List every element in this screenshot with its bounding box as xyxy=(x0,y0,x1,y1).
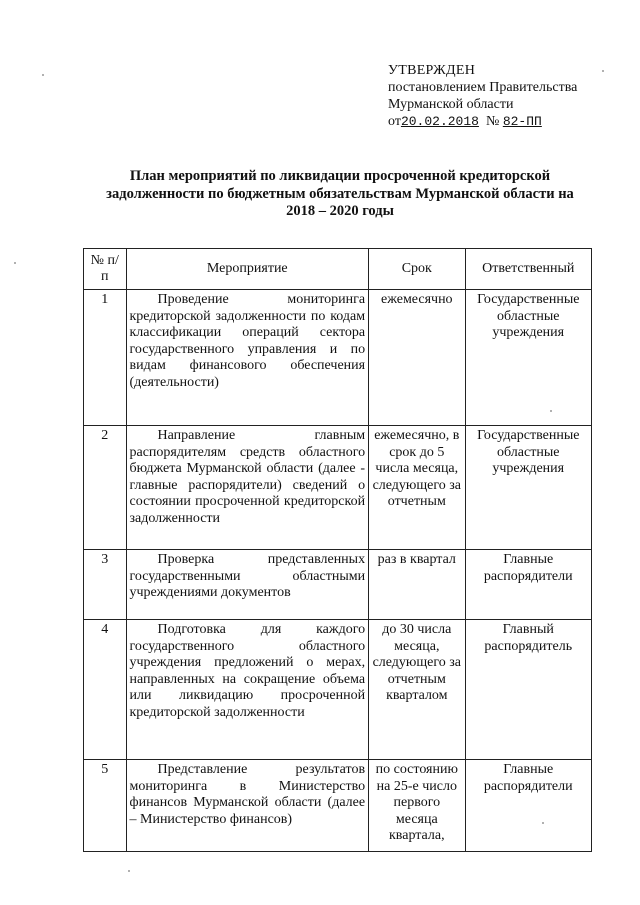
header-term: Срок xyxy=(369,249,465,290)
table-header-row xyxy=(84,249,592,290)
row-action xyxy=(126,290,369,426)
row-term: раз в квартал xyxy=(369,550,465,620)
plan-table xyxy=(83,248,592,852)
row-num: 1 xyxy=(84,290,127,426)
scan-speck xyxy=(42,74,44,76)
row-action xyxy=(126,550,369,620)
row-term: ежемесячно xyxy=(369,290,465,426)
row-action xyxy=(126,426,369,550)
scan-speck xyxy=(550,410,552,412)
row-num: 2 xyxy=(84,426,127,550)
row-num: 4 xyxy=(84,620,127,760)
row-term: ежемесячно, в срок до 5 числа месяца, следующего за отчетным xyxy=(369,426,465,550)
row-action xyxy=(126,760,369,852)
title-line-3: 2018 – 2020 годы xyxy=(286,203,394,219)
row-action-text: Проведение мониторинга кредиторской задолженности по кодам классификации операций сектора государственного управления и по видам финансового обеспечения (деятельности) xyxy=(129,292,366,390)
row-responsible: Главные распорядители xyxy=(465,550,592,620)
table-row xyxy=(84,550,592,620)
row-term: по состоянию на 25-е число первого месяца квартала, xyxy=(369,760,465,852)
row-num: 3 xyxy=(84,550,127,620)
title-line-2: задолженности по бюджетным обязательствам Мурманской области на xyxy=(106,185,574,202)
row-term: до 30 числа месяца, следующего за отчетным кварталом xyxy=(369,620,465,760)
approval-number: 82-ПП xyxy=(502,114,542,129)
approval-line-2: Мурманской области xyxy=(388,97,514,112)
approval-stamp xyxy=(388,62,577,130)
table-row xyxy=(84,290,592,426)
table-row xyxy=(84,760,592,852)
scan-speck xyxy=(128,870,130,872)
approval-date: 20.02.2018 xyxy=(400,114,479,129)
row-action xyxy=(126,620,369,760)
header-num: № п/п xyxy=(84,249,127,290)
row-responsible: Государственные областные учреждения xyxy=(465,290,592,426)
row-responsible: Главный распорядитель xyxy=(465,620,592,760)
approval-heading: УТВЕРЖДЕН xyxy=(388,63,476,78)
row-responsible: Главные распорядители xyxy=(465,760,592,852)
row-responsible: Государственные областные учреждения xyxy=(465,426,592,550)
approval-date-line xyxy=(388,113,577,130)
row-num: 5 xyxy=(84,760,127,852)
row-action-text: Представление результатов мониторинга в Министерство финансов Мурманской области (далее – Министерство финансов) xyxy=(129,762,366,827)
document-title xyxy=(80,168,600,221)
scan-speck xyxy=(542,822,544,824)
header-responsible: Ответственный xyxy=(465,249,592,290)
approval-line-1: постановлением Правительства xyxy=(388,80,578,95)
scan-speck xyxy=(602,70,604,72)
table-row xyxy=(84,620,592,760)
scan-speck xyxy=(14,262,16,264)
row-action-text: Подготовка для каждого государственного областного учреждения предложений о мерах, направленных на сокращение объема или ликвидацию просроченной кредиторской задолженности xyxy=(129,622,366,720)
approval-number-sign: № xyxy=(485,114,500,129)
row-action-text: Направление главным распорядителям средств областного бюджета Мурманской области (далее - главные распорядители) сведений о состоянии просроченной кредиторской задолженности xyxy=(129,428,366,526)
title-line-1: План мероприятий по ликвидации просроченной кредиторской xyxy=(129,168,551,184)
row-action-text: Проверка представленных государственными областными учреждениями документов xyxy=(129,552,366,600)
header-action: Мероприятие xyxy=(126,249,369,290)
table-row xyxy=(84,426,592,550)
approval-prefix: от xyxy=(388,114,401,129)
